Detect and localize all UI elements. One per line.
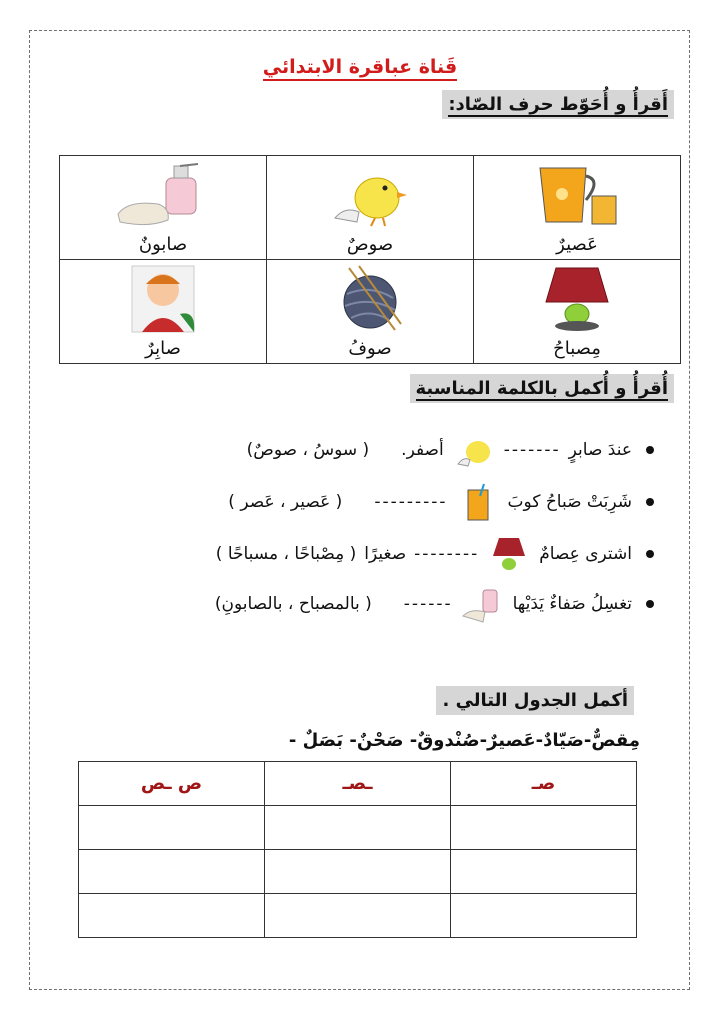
lamp-icon	[522, 264, 632, 334]
juice-icon	[522, 160, 632, 230]
bullet	[646, 446, 654, 454]
sentence-start: عندَ صابرٍ	[568, 440, 632, 460]
worksheet-title: قَناة عباقرة الابتدائي	[0, 56, 720, 78]
sentence-blank[interactable]: ---------	[374, 492, 448, 512]
picture-word: مِصباحُ	[553, 338, 601, 359]
picture-cell-lamp	[474, 260, 681, 364]
sentence-end: صغيرًا	[364, 544, 407, 564]
picture-word: صوفُ	[348, 338, 392, 359]
picture-cell-chick	[267, 156, 474, 260]
picture-word: صابِرٌ	[145, 338, 181, 359]
word-list: مِقصٌّ-صَيّادٌ-عَصيرٌ-صُنْدوقٌ- صَحْنٌ- بَصَلٌ -	[288, 730, 640, 751]
sentence-3	[216, 534, 654, 574]
sentence-end: أصفر.	[401, 440, 444, 460]
sentence-choices: ( مِصْباحًا ، مسباحًا )	[215, 544, 357, 564]
wool-icon	[315, 264, 425, 334]
sorting-table	[78, 761, 637, 938]
picture-cell-boy	[60, 260, 267, 364]
chick-icon	[315, 160, 425, 230]
table-cell[interactable]	[265, 806, 451, 850]
sentence-1	[247, 430, 654, 470]
table-cell[interactable]	[79, 806, 265, 850]
soap-icon	[108, 160, 218, 230]
table-cell[interactable]	[79, 850, 265, 894]
table-cell[interactable]	[265, 850, 451, 894]
chick-icon	[452, 430, 496, 470]
column-header-start: صـ	[451, 762, 637, 806]
sentence-blank[interactable]: --------	[414, 544, 480, 564]
sentence-choices: ( بالمصباح ، بالصابونِ)	[214, 594, 372, 614]
sentence-4	[215, 584, 654, 624]
sentence-choices: ( عَصير ، عَصر )	[228, 492, 343, 512]
column-header-middle: ـصـ	[265, 762, 451, 806]
soap-icon	[461, 584, 505, 624]
picture-word: صابونٌ	[138, 234, 188, 255]
table-cell[interactable]	[451, 806, 637, 850]
sentence-start: شَرِبَتْ صَباحُ كوبَ	[507, 492, 632, 512]
section1-heading: أَقرأُ و أُحَوّط حرف الصّاد:	[442, 90, 674, 119]
bullet	[646, 498, 654, 506]
lamp-icon	[487, 534, 531, 574]
table-cell[interactable]	[265, 894, 451, 938]
table-cell[interactable]	[451, 894, 637, 938]
juice-glass-icon	[456, 482, 500, 522]
sentence-start: اشترى عِصامٌ	[539, 544, 632, 564]
boy-icon	[108, 264, 218, 334]
bullet	[646, 600, 654, 608]
picture-cell-wool	[267, 260, 474, 364]
picture-table	[59, 155, 681, 364]
picture-cell-soap	[60, 156, 267, 260]
picture-cell-juice	[474, 156, 681, 260]
picture-word: صوصٌ	[346, 234, 394, 255]
sentence-start: تغسِلُ صَفاءٌ يَدَيْها	[512, 594, 632, 614]
table-cell[interactable]	[79, 894, 265, 938]
sentence-blank[interactable]: ------	[403, 594, 453, 614]
table-cell[interactable]	[451, 850, 637, 894]
sentence-choices: ( سوسُ ، صوصٌ)	[246, 440, 370, 460]
picture-word: عَصيرٌ	[556, 234, 598, 255]
bullet	[646, 550, 654, 558]
sentence-blank[interactable]: -------	[503, 440, 561, 460]
sentence-2	[228, 482, 654, 522]
section2-heading: أُقرأُ و أُكمل بالكلمة المناسبة	[410, 374, 675, 403]
section3-heading: أكمل الجدول التالي .	[436, 686, 634, 715]
column-header-middle-end: ص ـص	[79, 762, 265, 806]
